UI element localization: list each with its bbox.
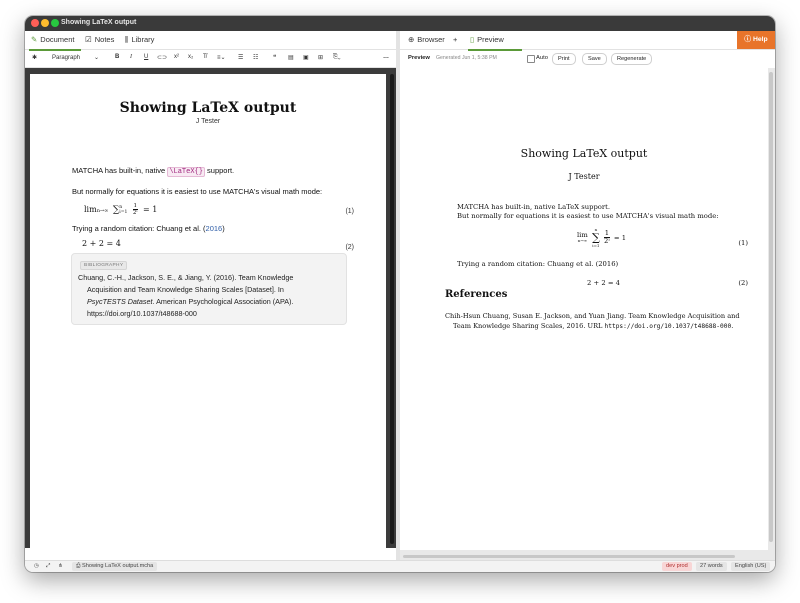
- preview-sum-subscript: i=1: [592, 243, 600, 248]
- preview-paragraph-2: But normally for equations it is easiest to use MATCHA's visual math mode:: [457, 212, 719, 220]
- preview-paragraph-1-text-end: support.: [579, 203, 611, 211]
- link-icon[interactable]: ⊂⊃: [157, 55, 168, 61]
- reference-line-2-text: Team Knowledge Sharing Scales, 2016. URL: [453, 321, 605, 330]
- bibliography-doi[interactable]: https://doi.org/10.1037/t48688-000: [87, 309, 197, 318]
- preview-fraction: [604, 230, 610, 245]
- format-toolbar: [25, 50, 396, 68]
- paragraph-2[interactable]: But normally for equations it is easiest to use MATCHA's visual math mode:: [72, 187, 323, 196]
- document-icon: ▯: [470, 35, 475, 44]
- preview-sum-superscript: n: [594, 227, 598, 232]
- paragraph-1[interactable]: [72, 166, 234, 176]
- latex-inline-chip[interactable]: \LaTeX{}: [169, 168, 203, 176]
- more-options-icon[interactable]: …: [383, 54, 389, 60]
- tab-preview-label: Preview: [477, 35, 504, 44]
- print-button[interactable]: Print: [552, 53, 576, 65]
- title-bar: [25, 16, 775, 31]
- document-page[interactable]: [30, 74, 386, 548]
- paragraph-style-value: Paragraph: [52, 55, 81, 61]
- preview-equation-2: 2 + 2 = 4: [587, 279, 621, 287]
- close-window-button[interactable]: [31, 19, 39, 27]
- paragraph-1-text-start: MATCHA has built-in, native: [72, 166, 168, 175]
- file-icon: ⎙: [76, 563, 81, 569]
- question-circle-icon: ⓘ: [744, 36, 752, 43]
- pen-icon: ✎: [31, 35, 38, 44]
- preview-sum-symbol: ∑: [591, 231, 600, 244]
- tab-notes[interactable]: [85, 35, 114, 49]
- citation-year[interactable]: 2016: [205, 224, 223, 233]
- subscript-button[interactable]: x₂: [188, 54, 194, 60]
- limit-subscript: n→∞: [96, 208, 109, 214]
- latex-logo: LaTeX: [557, 203, 580, 211]
- document-author[interactable]: J Tester: [195, 118, 221, 125]
- dev-badge: dev prod: [662, 562, 692, 571]
- preview-vertical-scrollbar[interactable]: [769, 72, 773, 542]
- reference-line-2-end: .: [731, 321, 734, 330]
- bibliography-label: BIBLIOGRAPHY: [80, 261, 127, 270]
- document-canvas: [25, 68, 396, 548]
- new-tab-button[interactable]: +: [453, 35, 458, 44]
- table-icon[interactable]: ⊞: [318, 55, 324, 61]
- tree-icon[interactable]: ⋔: [58, 563, 63, 569]
- editor-scrollbar[interactable]: [390, 74, 394, 544]
- preview-tabs: [400, 31, 775, 50]
- bibliography-line-3: [78, 296, 340, 308]
- tab-browser-label: Browser: [417, 35, 445, 44]
- reference-url[interactable]: https://doi.org/10.1037/t48688-000: [604, 322, 732, 330]
- history-icon[interactable]: ◷: [34, 563, 39, 569]
- word-count: 27 words: [696, 562, 727, 571]
- preview-limit-operator: [577, 232, 588, 244]
- preview-title: Showing LaTeX output: [520, 147, 648, 160]
- fraction-numerator: 1: [133, 203, 137, 209]
- preview-paragraph-1-text: MATCHA has built-in, native: [457, 203, 558, 211]
- bibliography-publisher: . American Psychological Association (APA).: [152, 297, 294, 306]
- file-name: Showing LaTeX output.mcha: [82, 563, 154, 569]
- bullet-list-icon[interactable]: ☰: [238, 55, 244, 61]
- tab-library[interactable]: [125, 35, 154, 49]
- bibliography-source: PsycTESTS Dataset: [87, 297, 153, 306]
- clear-format-button[interactable]: T̸: [203, 54, 207, 60]
- globe-icon: ⊕: [408, 35, 415, 44]
- paragraph-3-text-end: ): [222, 224, 225, 233]
- italic-button[interactable]: I: [130, 54, 132, 60]
- file-name-chip[interactable]: [72, 562, 157, 571]
- editor-tabs: [25, 31, 396, 50]
- limit-operator: [84, 205, 108, 214]
- reference-entry: [445, 312, 750, 331]
- preview-toolbar: [400, 50, 775, 67]
- editor-pane: [25, 31, 396, 564]
- sum-operator: [113, 205, 128, 215]
- bibliography-entry: [78, 272, 340, 320]
- help-button[interactable]: [737, 31, 775, 49]
- equation-1-rhs: = 1: [143, 205, 158, 214]
- reference-line-2: [445, 322, 750, 332]
- generated-timestamp: Generated Jun 1, 5:38 PM: [436, 55, 497, 61]
- align-icon[interactable]: ≡⌄: [217, 55, 226, 61]
- paragraph-3-text: Trying a random citation: Chuang et al. (: [72, 224, 206, 233]
- preview-horizontal-scrollbar[interactable]: [403, 555, 735, 558]
- bibliography-line-2: Acquisition and Team Knowledge Sharing Scales [Dataset]. In: [87, 285, 284, 294]
- tab-document[interactable]: [29, 35, 81, 51]
- image-icon[interactable]: ▣: [303, 55, 309, 61]
- superscript-button[interactable]: x²: [174, 54, 179, 60]
- window-title: Showing LaTeX output: [61, 19, 137, 26]
- sum-superscript: n: [119, 204, 123, 210]
- bibliography-block[interactable]: [71, 253, 347, 325]
- sum-symbol: ∑: [112, 204, 120, 215]
- equation-1-number: (1): [345, 208, 354, 215]
- equation-2[interactable]: 2 + 2 = 4: [82, 239, 121, 248]
- preview-limit-subscript: n→∞: [577, 237, 588, 243]
- preview-paragraph-1: [457, 203, 610, 211]
- language-selector[interactable]: English (US): [731, 562, 770, 571]
- bibliography-line-1: Chuang, C.-H., Jackson, S. E., & Jiang, Y. (2016). Team Knowledge: [78, 273, 294, 282]
- code-block-icon[interactable]: ▤: [288, 55, 294, 61]
- help-label: Help: [752, 36, 768, 43]
- preview-label: Preview: [408, 55, 430, 61]
- quote-icon[interactable]: ❝: [273, 55, 277, 61]
- app-window: [25, 16, 775, 572]
- tab-preview[interactable]: [468, 35, 522, 51]
- paragraph-1-text-end: support.: [204, 166, 235, 175]
- regenerate-button[interactable]: Regenerate: [611, 53, 652, 65]
- preview-equation-1-number: (1): [738, 239, 748, 247]
- equation-2-number: (2): [345, 244, 354, 251]
- preview-canvas: [400, 68, 775, 564]
- expand-icon[interactable]: ⤢: [46, 563, 51, 569]
- auto-label: Auto: [536, 55, 548, 61]
- preview-paragraph-3: Trying a random citation: Chuang et al. (2016): [457, 260, 619, 268]
- status-bar: [25, 560, 775, 572]
- paragraph-style-select[interactable]: [52, 54, 99, 61]
- save-button[interactable]: Save: [582, 53, 607, 65]
- preview-fraction-numerator: 1: [604, 229, 610, 237]
- numbered-list-icon[interactable]: ☷: [253, 55, 259, 61]
- tab-document-label: Document: [40, 35, 75, 44]
- insert-icon[interactable]: ⎘⌄: [333, 54, 341, 60]
- references-heading: References: [445, 289, 508, 300]
- limit-word: lim: [84, 205, 97, 214]
- fraction-denominator: 2ⁱ: [132, 210, 138, 216]
- sum-subscript: i=1: [119, 209, 128, 215]
- reference-line-1: Chih-Hsun Chuang, Susan E. Jackson, and Yuan Jiang. Team Knowledge Acquisition and: [445, 312, 740, 320]
- library-icon: ⫼: [125, 35, 129, 44]
- zoom-window-button[interactable]: [51, 19, 59, 27]
- paragraph-3[interactable]: [72, 224, 225, 233]
- underline-button[interactable]: U: [144, 54, 149, 60]
- tab-notes-label: Notes: [94, 35, 115, 44]
- note-icon: ☑: [85, 35, 92, 44]
- preview-author: J Tester: [568, 172, 600, 181]
- chevron-down-icon: ⌄: [94, 55, 100, 61]
- tab-browser[interactable]: [408, 35, 445, 49]
- preview-equation-1: [577, 227, 626, 248]
- bold-button[interactable]: B: [115, 54, 120, 60]
- preview-fraction-denominator: 2ⁱ: [604, 237, 610, 245]
- fraction: [133, 203, 138, 216]
- preview-page: [400, 68, 768, 550]
- minimize-window-button[interactable]: [41, 19, 49, 27]
- document-title[interactable]: Showing LaTeX output: [119, 100, 297, 116]
- style-picker-icon[interactable]: ✱: [32, 55, 38, 61]
- auto-checkbox[interactable]: [527, 55, 535, 63]
- preview-equation-2-number: (2): [738, 279, 748, 287]
- preview-limit-word: lim: [577, 230, 588, 239]
- preview-pane: [400, 31, 775, 564]
- preview-equation-1-rhs: = 1: [613, 233, 627, 242]
- tab-library-label: Library: [131, 35, 155, 44]
- equation-1[interactable]: [84, 203, 157, 216]
- preview-sum-operator: [592, 227, 600, 248]
